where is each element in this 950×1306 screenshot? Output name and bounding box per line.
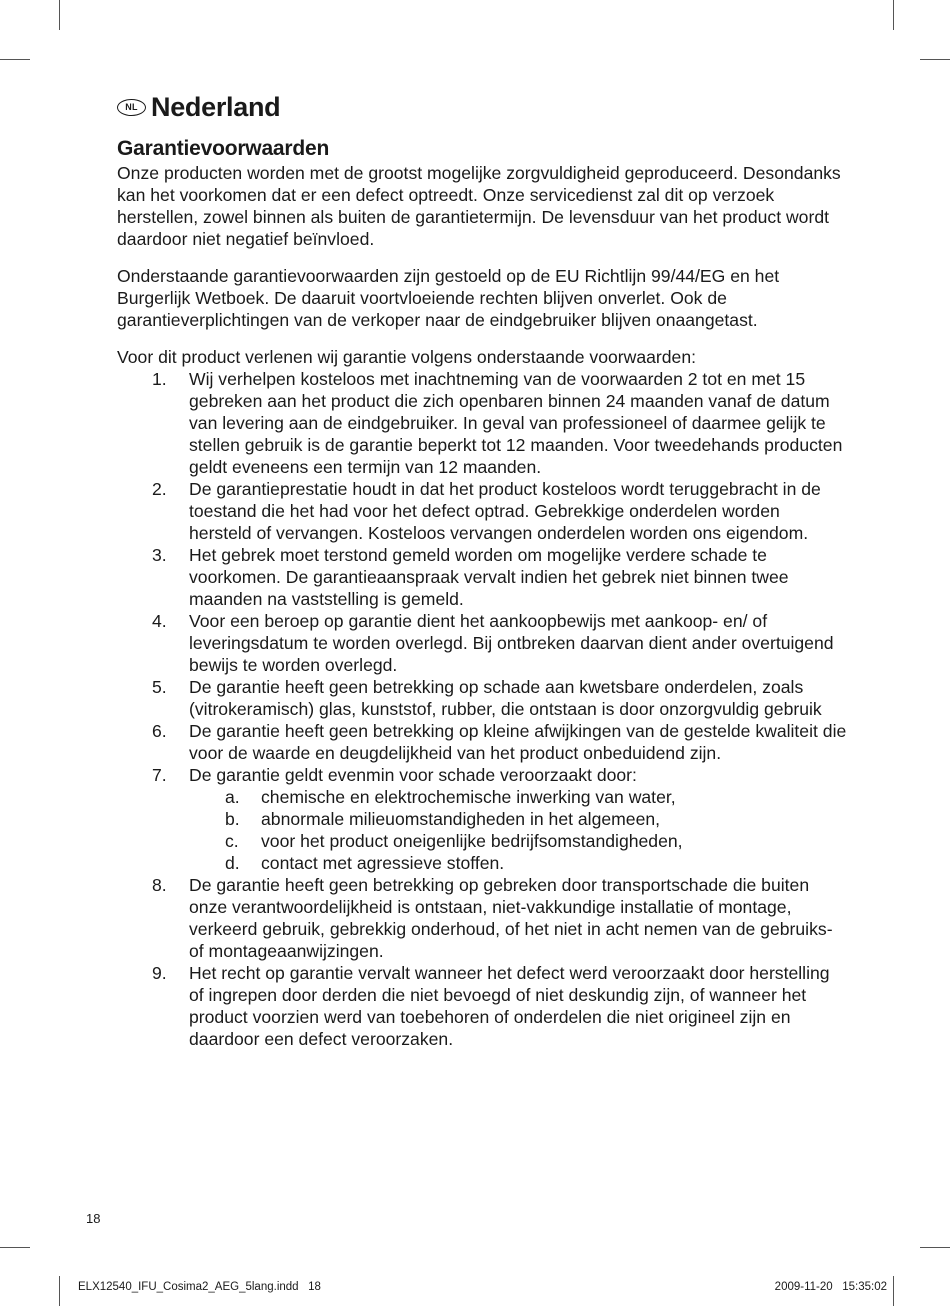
list-item bbox=[117, 368, 847, 478]
list-item bbox=[117, 764, 847, 874]
sub-list-letter: d. bbox=[225, 853, 240, 873]
list-number: 3. bbox=[152, 545, 167, 565]
crop-mark bbox=[893, 1276, 894, 1306]
paragraph: Onderstaande garantievoorwaarden zijn gestoeld op de EU Richtlijn 99/44/EG en het Burgerlijk Wetboek. De daaruit voortvloeiende rechten blijven onverlet. Ook de garantieverplichtingen van de verkoper naar de eindgebruiker blijven onaangetast. bbox=[117, 266, 780, 330]
list-item-text: De garantie heeft geen betrekking op schade aan kwetsbare onderdelen, zoals (vitrokeramisch) glas, kunststof, rubber, die ontstaan is door onzorgvuldig gebruik bbox=[189, 677, 822, 719]
sub-list-letter: c. bbox=[225, 831, 239, 851]
list-item bbox=[117, 676, 847, 720]
crop-mark bbox=[893, 0, 894, 30]
crop-mark bbox=[0, 59, 30, 60]
sub-list-item-text: abnormale milieuomstandigheden in het algemeen, bbox=[261, 809, 661, 829]
list-number: 2. bbox=[152, 479, 167, 499]
list-item-text: De garantie heeft geen betrekking op gebreken door transportschade die buiten onze verantwoordelijkheid is ontstaan, niet-vakkundige installatie of montage, verkeerd gebruik, gebrekkig onderhoud, of het niet in acht nemen van de gebruiks- of montageaanwijzingen. bbox=[189, 875, 833, 961]
list-item-text: Wij verhelpen kosteloos met inachtneming van de voorwaarden 2 tot en met 15 gebreken aan het product die zich openbaren binnen 24 maanden vanaf de datum van levering aan de eindgebruiker. In geval van professioneel of daarmee gelijk te stellen gebruik is de garantie beperkt tot 12 maanden. Voor tweedehands producten geldt eveneens een termijn van 12 maanden. bbox=[189, 369, 843, 477]
language-badge-icon: NL bbox=[117, 99, 146, 116]
crop-mark bbox=[0, 1247, 30, 1248]
sub-list-item bbox=[189, 786, 847, 808]
list-item bbox=[117, 610, 847, 676]
list-number: 9. bbox=[152, 963, 167, 983]
list-item bbox=[117, 478, 847, 544]
footer-file-name: ELX12540_IFU_Cosima2_AEG_5lang.indd 18 bbox=[78, 1281, 321, 1293]
sub-list bbox=[189, 786, 847, 874]
list-item bbox=[117, 874, 847, 962]
list-number: 5. bbox=[152, 677, 167, 697]
footer-timestamp: 2009-11-20 15:35:02 bbox=[774, 1281, 887, 1293]
sub-list-item bbox=[189, 808, 847, 830]
list-item bbox=[117, 720, 847, 764]
sub-list-item bbox=[189, 830, 847, 852]
crop-mark bbox=[920, 59, 950, 60]
list-item-text: Voor een beroep op garantie dient het aankoopbewijs met aankoop- en/ of leveringsdatum te worden overlegd. Bij ontbreken daarvan dient ander overtuigend bewijs te worden overlegd. bbox=[189, 611, 834, 675]
list-number: 8. bbox=[152, 875, 167, 895]
language-header bbox=[117, 92, 280, 123]
list-item-text: De garantie geldt evenmin voor schade veroorzaakt door: bbox=[189, 765, 637, 785]
sub-list-item bbox=[189, 852, 847, 874]
list-item-text: De garantieprestatie houdt in dat het product kosteloos wordt teruggebracht in de toestand die het had voor het defect optrad. Gebrekkige onderdelen worden hersteld of vervangen. Kosteloos vervangen onderdelen worden ons eigendom. bbox=[189, 479, 821, 543]
crop-mark bbox=[920, 1247, 950, 1248]
section-title: Garantievoorwaarden bbox=[117, 137, 330, 160]
crop-mark bbox=[59, 1276, 60, 1306]
list-intro: Voor dit product verlenen wij garantie volgens onderstaande voorwaarden: bbox=[117, 347, 697, 367]
sub-list-letter: b. bbox=[225, 809, 240, 829]
list-number: 6. bbox=[152, 721, 167, 741]
list-item-text: De garantie heeft geen betrekking op kleine afwijkingen van de gestelde kwaliteit die voor de waarde en deugdelijkheid van het product onbeduidend zijn. bbox=[189, 721, 847, 763]
crop-mark bbox=[59, 0, 60, 30]
list-number: 4. bbox=[152, 611, 167, 631]
list-item bbox=[117, 962, 847, 1050]
paragraph: Onze producten worden met de grootst mogelijke zorgvuldigheid geproduceerd. Desondanks kan het voorkomen dat er een defect optreedt. Onze servicedienst zal dit op verzoek herstellen, zowel binnen als buiten de garantietermijn. De levensduur van het product wordt daardoor niet negatief beïnvloed. bbox=[117, 163, 841, 249]
list-number: 7. bbox=[152, 765, 167, 785]
list-number: 1. bbox=[152, 369, 167, 389]
sub-list-item-text: chemische en elektrochemische inwerking van water, bbox=[261, 787, 676, 807]
list-item-text: Het gebrek moet terstond gemeld worden om mogelijke verdere schade te voorkomen. De garantieaanspraak vervalt indien het gebrek niet binnen twee maanden na vaststelling is gemeld. bbox=[189, 545, 789, 609]
sub-list-item-text: contact met agressieve stoffen. bbox=[261, 853, 505, 873]
warranty-terms-list bbox=[117, 368, 847, 1050]
language-title: Nederland bbox=[151, 92, 281, 122]
page-number: 18 bbox=[86, 1211, 101, 1226]
sub-list-letter: a. bbox=[225, 787, 240, 807]
sub-list-item-text: voor het product oneigenlijke bedrijfsomstandigheden, bbox=[261, 831, 683, 851]
list-item-text: Het recht op garantie vervalt wanneer het defect werd veroorzaakt door herstelling of ingrepen door derden die niet bevoegd of niet deskundig zijn, of wanneer het product voorzien werd van toebehoren of onderdelen die niet origineel zijn en daardoor een defect veroorzaken. bbox=[189, 963, 830, 1049]
list-item bbox=[117, 544, 847, 610]
document-body bbox=[117, 136, 847, 1050]
